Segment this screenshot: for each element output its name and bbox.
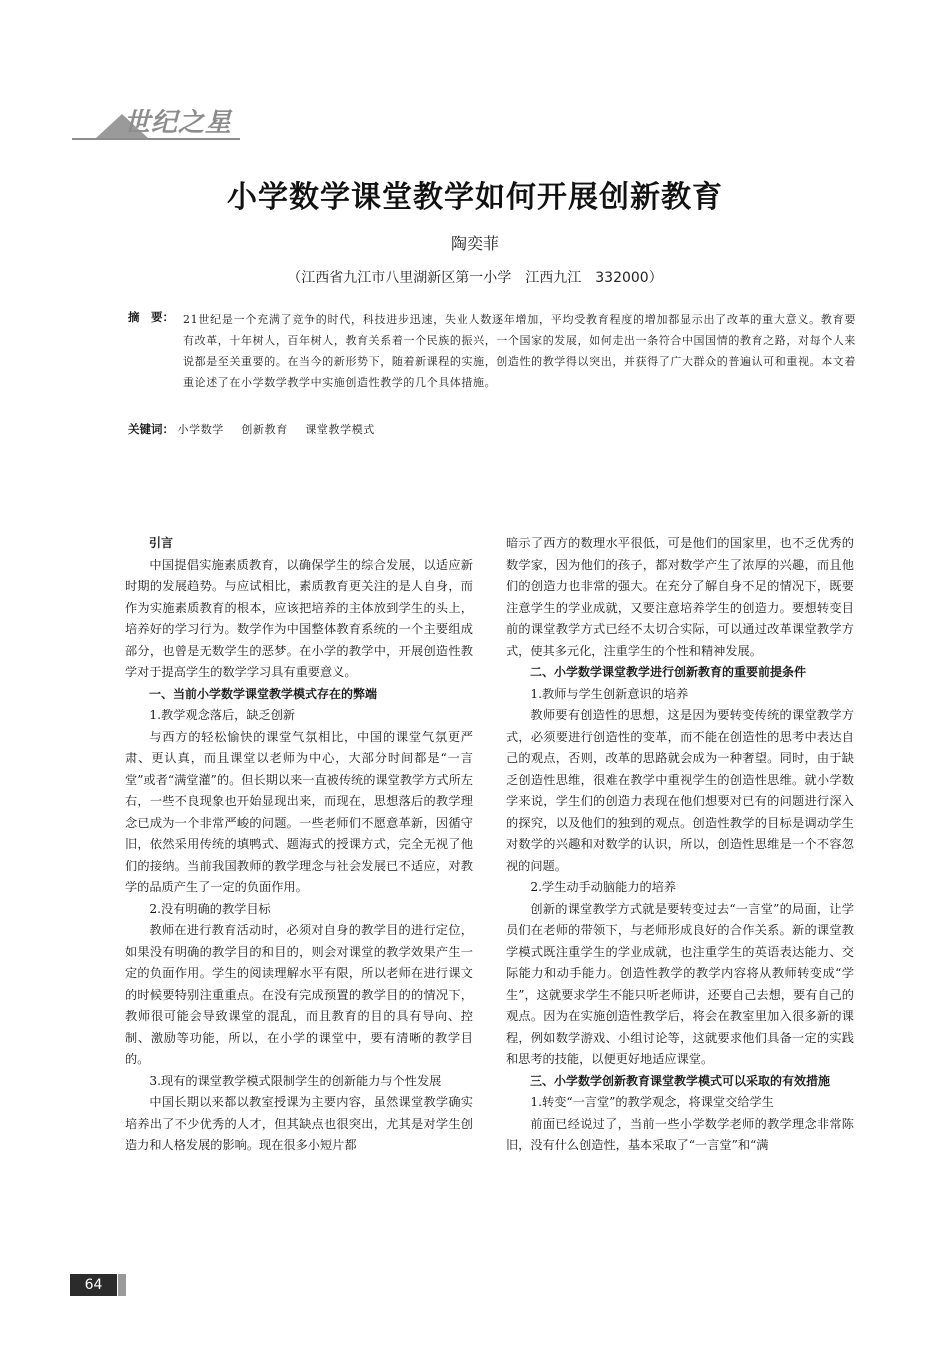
journal-section-badge: [72, 100, 242, 142]
section-heading: 一、当前小学数学课堂教学模式存在的弊端: [149, 686, 378, 701]
body-column-left: [125, 533, 473, 1157]
keyword: 创新教育: [241, 423, 288, 436]
abstract-label: 摘 要：: [128, 310, 174, 324]
subsection-heading: 1.教学观念落后，缺乏创新: [149, 708, 296, 722]
subsection-heading: 1.教师与学生创新意识的培养: [530, 686, 689, 701]
paragraph: 教师在进行教育活动时，必须对自身的教学目的进行定位，如果没有明确的教学目的和目的，则会对课堂的教学效果产生一定的负面作用。学生的阅读理解水平有限，所以老师在进行课文的时候要特别注重重点。在没有完成预置的教学目的的情况下，教师很可能会导致课堂的混乱，而且教育的目的具有导向、控制、激励等功能，所以，在小学的课堂中，要有清晰的教学目的。: [125, 923, 473, 1066]
intro-heading: 引言: [149, 536, 174, 550]
section-heading: 三、小学数学创新教育课堂教学模式可以采取的有效措施: [530, 1073, 831, 1088]
body-column-right: [506, 533, 854, 1157]
keyword: 课堂教学模式: [305, 423, 375, 436]
article-title: 小学数学课堂教学如何开展创新教育: [227, 180, 723, 215]
paragraph: 教师要有创造性的思想，这是因为要转变传统的课堂教学方式，必须要进行创造性的变革，而不能在创造性的思考中表达自己的观点，否则，改革的思路就会成为一种奢望。同时，由于缺乏创造性思维，很难在教学中重视学生的创造性思维。就小学数学来说，学生们的创造力表现在他们想要对已有的问题进行深入的探究，以及他们的独到的观点。创造性教学的目标是调动学生对数学的兴趣和对数学的认识，所以，创造性思维是一个不容忽视的问题。: [506, 708, 854, 873]
subsection-heading: 2.没有明确的教学目标: [149, 901, 271, 916]
paragraph: 中国长期以来都以教室授课为主要内容，虽然课堂教学确实培养出了不少优秀的人才，但其缺点也很突出，尤其是对学生创造力和人格发展的影响。现在很多小短片都: [125, 1095, 473, 1152]
subsection-heading: 3.现有的课堂教学模式限制学生的创新能力与个性发展: [149, 1073, 442, 1088]
keyword: 小学数学: [177, 423, 224, 436]
paragraph-continued: 暗示了西方的数理水平很低，可是他们的国家里，也不乏优秀的数学家，因为他们的孩子，都对数学产生了浓厚的兴趣，而且他们的创造力也非常的强大。在充分了解自身不足的情况下，既要注意学生的学业成就，又要注意培养学生的创造力。要想转变目前的课堂教学方式已经不太切合实际，可以通过改革课堂教学方式，使其多元化，注重学生的个性和精神发展。: [506, 536, 854, 658]
keywords-label: 关键词：: [128, 422, 174, 436]
abstract: [128, 309, 856, 393]
subsection-heading: 1.转变“一言堂”的教学观念，将课堂交给学生: [530, 1095, 774, 1109]
page-number-accent: [118, 1274, 126, 1296]
paragraph: 与西方的轻松愉快的课堂气氛相比，中国的课堂气氛更严肃、更认真，而且课堂以老师为中心，大部分时间都是“一言堂”或者“满堂灌”的。但长期以来一直被传统的课堂教学方式所左右，一些不良现象也开始显现出来，而现在，思想落后的教学理念已成为一个非常严峻的问题。一些老师们不愿意革新，因循守旧，依然采用传统的填鸭式、题海式的授课方式，完全无视了他们的接纳。当前我国教师的教学理念与社会发展已不适应，对教学的品质产生了一定的负面作用。: [125, 729, 473, 894]
author-name: 陶奕菲: [450, 234, 499, 253]
subsection-heading: 2.学生动手动脑能力的培养: [530, 880, 677, 894]
paragraph: 前面已经说过了，当前一些小学数学老师的教学理念非常陈旧，没有什么创造性，基本采取了“一言堂”和“满: [506, 1116, 854, 1152]
header-rule: [72, 138, 240, 140]
section-name: 世纪之星: [124, 108, 233, 138]
abstract-text: 21世纪是一个充满了竞争的时代，科技进步迅速，失业人数逐年增加，平均受教育程度的增加都显示出了改革的重大意义。教育要有改革，十年树人，百年树人，教育关系着一个民族的振兴，一个国家的发展，如何走出一条符合中国国情的教育之路，对每个人来说都是至关重要的。在当今的新形势下，随着新课程的实施，创造性的教学得以突出，并获得了广大群众的普遍认可和重视。本文着重论述了在小学数学教学中实施创造性教学的几个具体措施。: [183, 313, 856, 389]
page-number: 64: [70, 1274, 117, 1296]
section-heading: 二、小学数学课堂教学进行创新教育的重要前提条件: [530, 665, 807, 679]
paragraph: 中国提倡实施素质教育，以确保学生的综合发展，以适应新时期的发展趋势。与应试相比，素质教育更关注的是人自身，而作为实施素质教育的根本，应该把培养的主体放到学生的头上，培养好的学习行为。数学作为中国整体教育系统的一个主要组成部分，也曾是无数学生的恶梦。在小学的教学中，开展创造性教学对于提高学生的数学学习具有重要意义。: [125, 557, 473, 679]
author-affiliation: （江西省九江市八里湖新区第一小学 江西九江 332000）: [287, 270, 663, 286]
keywords: [128, 421, 856, 437]
paragraph: 创新的课堂教学方式就是要转变过去“一言堂”的局面，让学员们在老师的带领下，与老师形成良好的合作关系。新的课堂教学模式既注重学生的学业成就，也注重学生的英语表达能力、交际能力和动手能力。创造性教学的教学内容将从教师转变成“学生”，这就要求学生不能只听老师讲，还要自己去想，要有自己的观点。因为在实施创造性教学后，将会在教室里加入很多新的课程，例如数学游戏、小组讨论等，这就要求他们具备一定的实践和思考的技能，以便更好地适应课堂。: [506, 901, 854, 1066]
